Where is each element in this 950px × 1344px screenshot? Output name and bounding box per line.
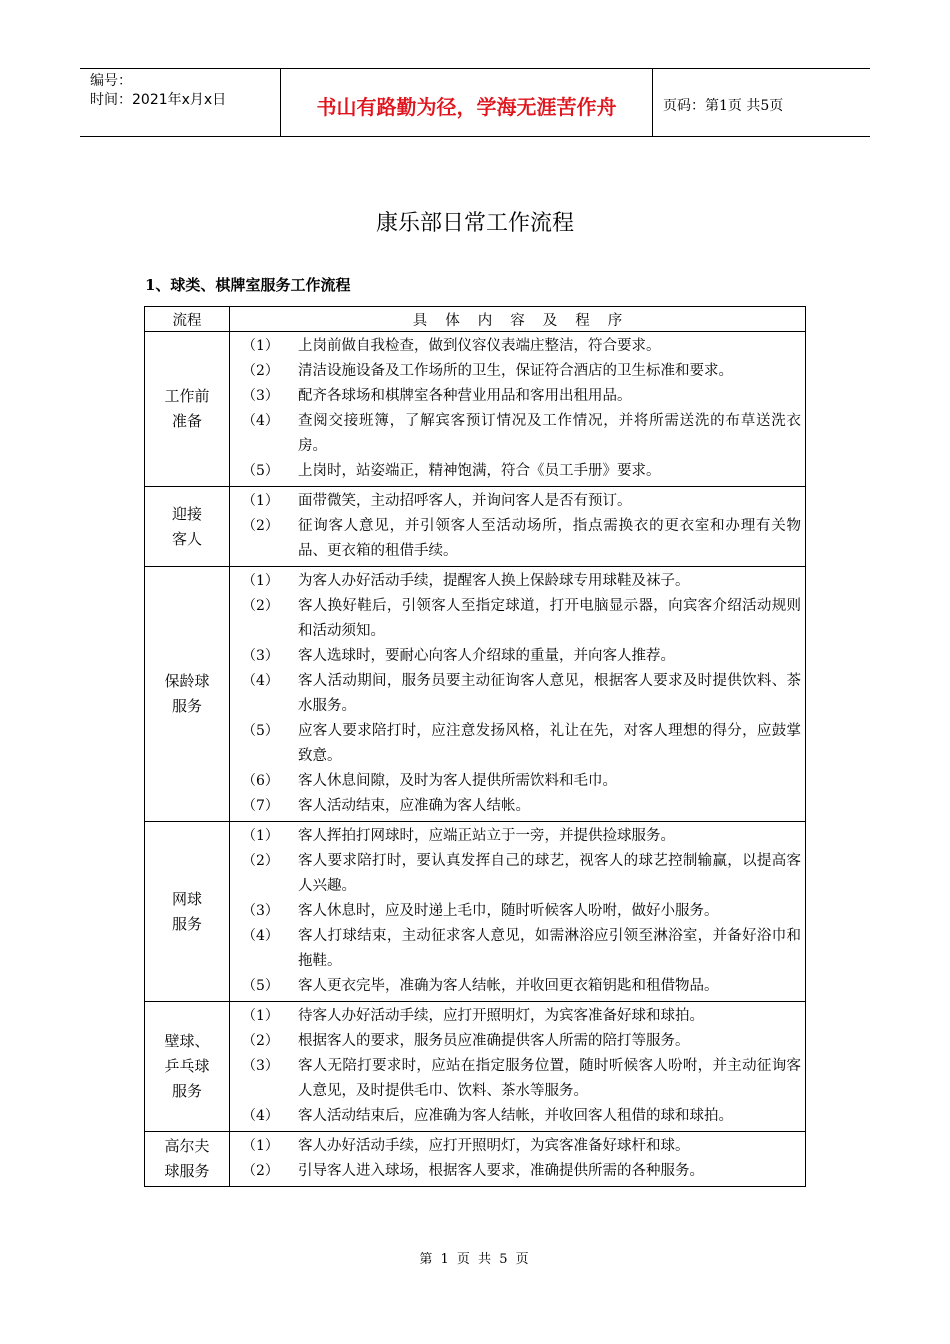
stage-name-cell: [145, 567, 230, 822]
item-text: 上岗时，站姿端正，精神饱满，符合《员工手册》要求。: [298, 463, 661, 479]
list-item: [230, 1134, 801, 1159]
document-date-label: 时间：2021年x月x日: [90, 92, 227, 108]
page-footer: 第 1 页 共 5 页: [419, 1252, 531, 1267]
item-text: 客人选球时，要耐心向客人介绍球的重量，并向客人推荐。: [298, 648, 675, 664]
item-number: （1）: [242, 828, 279, 844]
stage-name-line: 壁球、: [164, 1032, 210, 1050]
item-text: 应客人要求陪打时，应注意发扬风格，礼让在先，对客人理想的得分，应鼓掌致意。: [298, 723, 801, 764]
page-header: [80, 68, 870, 137]
stage-name-line: 球服务: [164, 1162, 210, 1180]
item-number: （6）: [242, 773, 279, 789]
list-item: [230, 489, 801, 514]
list-item: [230, 1104, 801, 1129]
stage-name-line: 网球: [171, 889, 202, 908]
table-row: [145, 567, 806, 822]
item-number: （4）: [242, 673, 279, 689]
stage-name-cell: [145, 1002, 230, 1132]
item-text: 客人挥拍打网球时，应端正站立于一旁，并提供捡球服务。: [298, 828, 675, 844]
stage-name-line: 服务: [171, 1082, 202, 1100]
item-number: （4）: [242, 928, 279, 944]
item-text: 待客人办好活动手续，应打开照明灯，为宾客准备好球和球拍。: [298, 1008, 704, 1024]
column-header-content: 具体内容及程序: [230, 307, 806, 332]
list-item: [230, 1004, 801, 1029]
item-number: （2）: [242, 1033, 279, 1049]
header-motto: 书山有路勤为径，学海无涯苦作舟: [280, 69, 653, 136]
item-number: （2）: [242, 853, 279, 869]
stage-items-cell: [230, 487, 806, 567]
table-row: [145, 487, 806, 567]
list-item: [230, 924, 801, 974]
list-item: [230, 719, 801, 769]
stage-name-cell: [145, 487, 230, 567]
item-text: 客人休息时，应及时递上毛巾，随时听候客人吩咐，做好小服务。: [298, 903, 719, 919]
list-item: [230, 824, 801, 849]
item-text: 上岗前做自我检查，做到仪容仪表端庄整洁，符合要求。: [298, 338, 661, 354]
item-number: （3）: [242, 388, 279, 404]
list-item: [230, 769, 801, 794]
item-number: （1）: [242, 1008, 279, 1024]
item-number: （2）: [242, 363, 279, 379]
item-number: （7）: [242, 798, 279, 814]
list-item: [230, 384, 801, 409]
column-header-flow: 流程: [145, 307, 230, 332]
stage-items-cell: [230, 822, 806, 1002]
item-number: （1）: [242, 1138, 279, 1154]
item-text: 为客人办好活动手续，提醒客人换上保龄球专用球鞋及袜子。: [298, 573, 690, 589]
item-number: （4）: [242, 1108, 279, 1124]
item-text: 客人换好鞋后，引领客人至指定球道，打开电脑显示器，向宾客介绍活动规则和活动须知。: [298, 598, 801, 639]
item-text: 客人无陪打要求时，应站在指定服务位置，随时听候客人吩咐，并主动征询客人意见，及时提供毛巾、饮料、茶水等服务。: [298, 1058, 801, 1099]
item-text: 清洁设施设备及工作场所的卫生，保证符合酒店的卫生标准和要求。: [298, 363, 733, 379]
stage-name-line: 迎接: [171, 504, 202, 523]
stage-name-line: 客人: [171, 529, 202, 548]
item-number: （5）: [242, 723, 279, 739]
stage-name-line: 乒乓球: [164, 1057, 210, 1075]
stage-name-line: 高尔夫: [164, 1137, 210, 1155]
stage-name-cell: [145, 332, 230, 487]
item-text: 根据客人的要求，服务员应准确提供客人所需的陪打等服务。: [298, 1033, 690, 1049]
item-text: 客人要求陪打时，要认真发挥自己的球艺，视客人的球艺控制输赢，以提高客人兴趣。: [298, 853, 801, 894]
list-item: [230, 849, 801, 899]
section-title: 1、球类、棋牌室服务工作流程: [145, 276, 351, 294]
list-item: [230, 1054, 801, 1104]
item-number: （3）: [242, 648, 279, 664]
table-row: [145, 822, 806, 1002]
stage-name-line: 准备: [171, 412, 202, 430]
list-item: [230, 594, 801, 644]
stage-name-line: 服务: [171, 697, 202, 715]
stage-name-line: 服务: [171, 914, 202, 933]
stage-items-cell: [230, 332, 806, 487]
table-body: [145, 332, 806, 1187]
stage-items-cell: [230, 1132, 806, 1187]
item-text: 客人活动结束后，应准确为客人结帐，并收回客人租借的球和球拍。: [298, 1108, 733, 1124]
item-number: （2）: [242, 518, 279, 534]
item-number: （1）: [242, 493, 279, 509]
list-item: [230, 794, 801, 819]
item-text: 客人办好活动手续，应打开照明灯，为宾客准备好球杆和球。: [298, 1138, 690, 1154]
list-item: [230, 459, 801, 484]
stage-items-cell: [230, 567, 806, 822]
item-text: 客人活动结束，应准确为客人结帐。: [298, 798, 530, 814]
list-item: [230, 409, 801, 459]
item-number: （2）: [242, 598, 279, 614]
table-row: [145, 332, 806, 487]
item-number: （5）: [242, 463, 279, 479]
item-text: 查阅交接班簿，了解宾客预订情况及工作情况，并将所需送洗的布草送洗衣房。: [298, 413, 801, 454]
stage-items-cell: [230, 1002, 806, 1132]
stage-name-cell: [145, 822, 230, 1002]
item-text: 客人活动期间，服务员要主动征询客人意见，根据客人要求及时提供饮料、茶水服务。: [298, 673, 801, 714]
table-row: [145, 1132, 806, 1187]
stage-name-line: 保龄球: [164, 672, 210, 690]
document-number-label: 编号：: [90, 73, 132, 89]
item-number: （5）: [242, 978, 279, 994]
header-page-number: 页码：第1页 共5页: [663, 97, 784, 114]
document-title: 康乐部日常工作流程: [375, 211, 574, 236]
list-item: [230, 569, 801, 594]
item-number: （4）: [242, 413, 279, 429]
stage-name-line: 工作前: [164, 387, 210, 405]
workflow-table: [144, 306, 806, 1187]
list-item: [230, 1029, 801, 1054]
item-number: （1）: [242, 338, 279, 354]
list-item: [230, 669, 801, 719]
header-meta: [80, 69, 280, 136]
item-number: （1）: [242, 573, 279, 589]
item-number: （3）: [242, 903, 279, 919]
list-item: [230, 1159, 801, 1184]
item-text: 配齐各球场和棋牌室各种营业用品和客用出租用品。: [298, 388, 632, 404]
item-number: （2）: [242, 1163, 279, 1179]
item-text: 客人更衣完毕，准确为客人结帐，并收回更衣箱钥匙和租借物品。: [298, 978, 719, 994]
list-item: [230, 974, 801, 999]
item-text: 征询客人意见，并引领客人至活动场所，指点需换衣的更衣室和办理有关物品、更衣箱的租借手续。: [298, 518, 801, 559]
table-row: [145, 1002, 806, 1132]
list-item: [230, 359, 801, 384]
list-item: [230, 514, 801, 564]
item-text: 引导客人进入球场，根据客人要求，准确提供所需的各种服务。: [298, 1163, 704, 1179]
table-header-row: [145, 307, 806, 332]
list-item: [230, 334, 801, 359]
item-text: 面带微笑，主动招呼客人，并询问客人是否有预订。: [298, 493, 632, 509]
item-text: 客人打球结束，主动征求客人意见，如需淋浴应引领至淋浴室，并备好浴巾和拖鞋。: [298, 928, 801, 969]
list-item: [230, 644, 801, 669]
stage-name-cell: [145, 1132, 230, 1187]
list-item: [230, 899, 801, 924]
item-text: 客人休息间隙，及时为客人提供所需饮料和毛巾。: [298, 773, 617, 789]
item-number: （3）: [242, 1058, 279, 1074]
